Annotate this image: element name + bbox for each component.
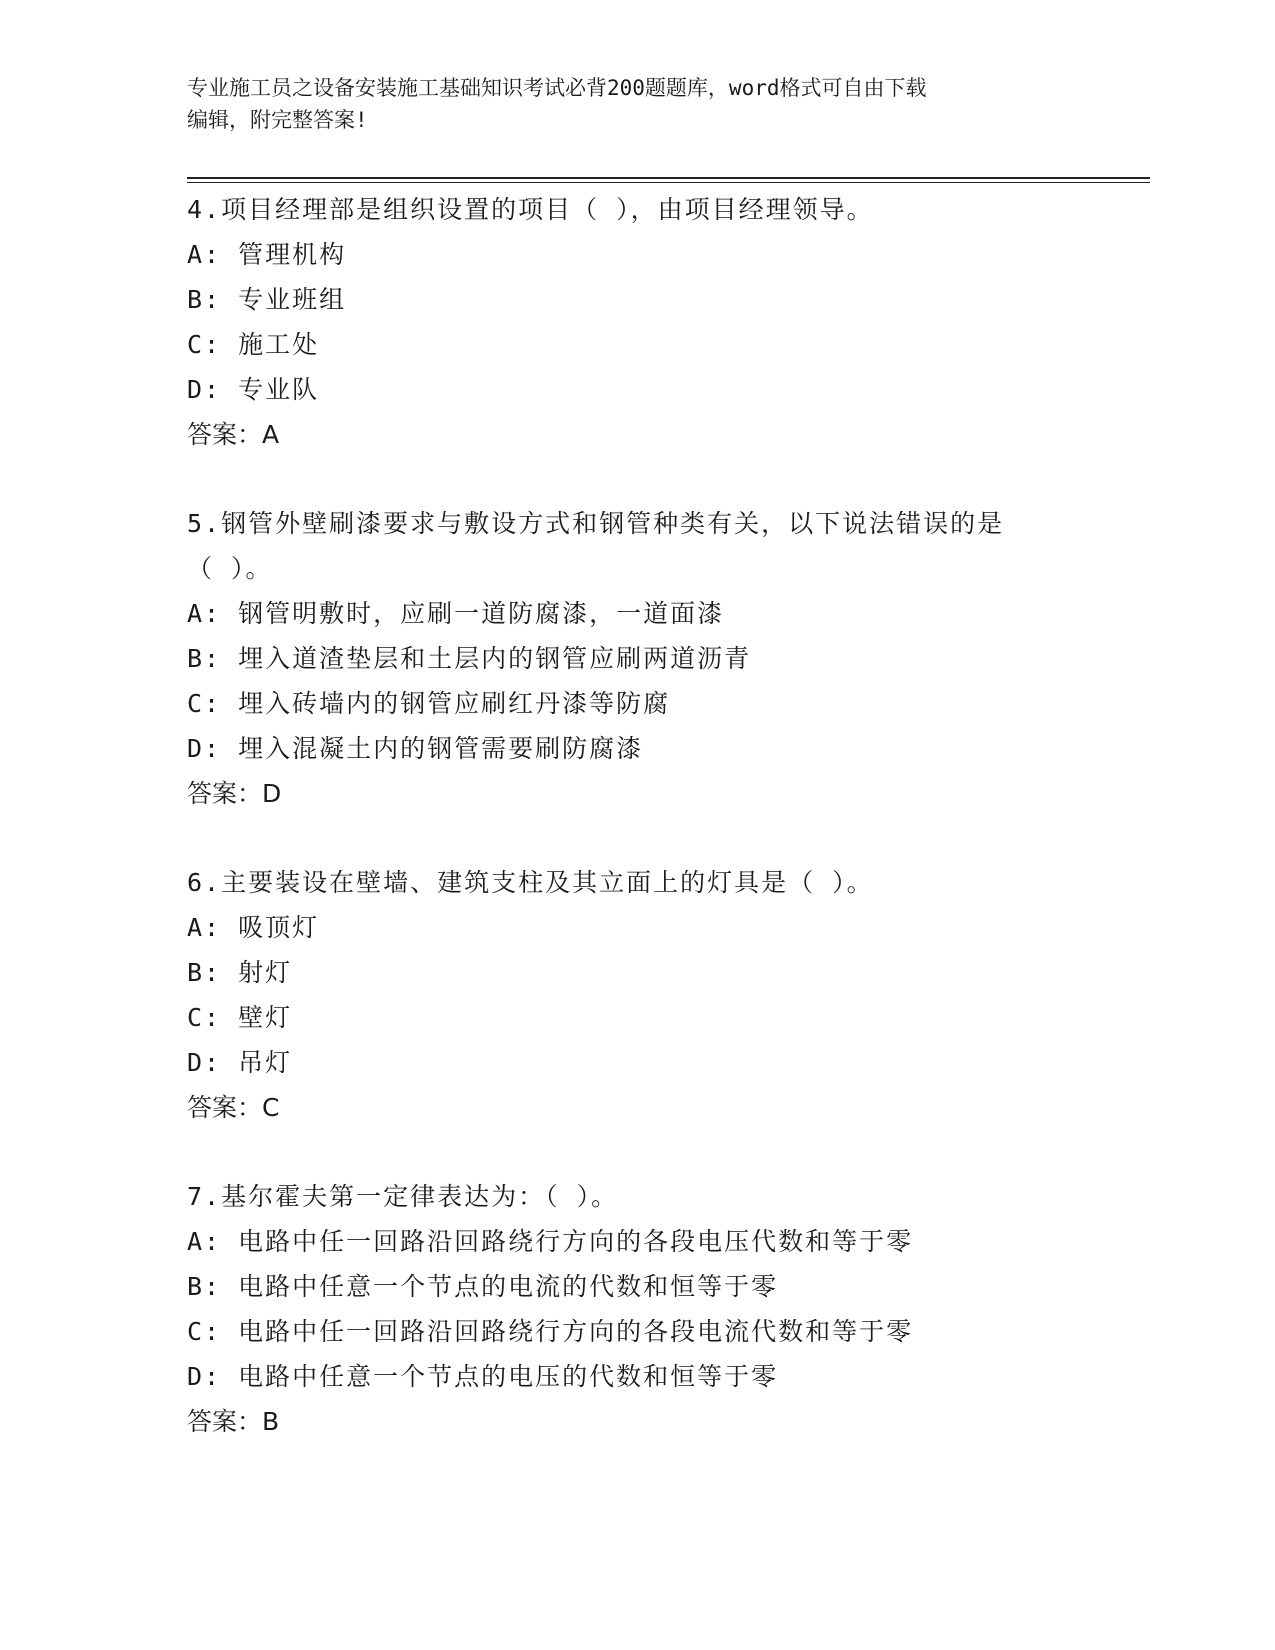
option-d: D: 专业队	[187, 375, 320, 404]
question-4	[187, 187, 1087, 457]
header-line-2: 编辑，附完整答案!	[187, 108, 368, 132]
option-a: A: 吸顶灯	[187, 913, 320, 942]
question-stem: 5.钢管外壁刷漆要求与敷设方式和钢管种类有关，以下说法错误的是	[187, 509, 1005, 538]
option-c: C: 施工处	[187, 330, 320, 359]
option-a: A: 电路中任一回路沿回路绕行方向的各段电压代数和等于零	[187, 1227, 914, 1256]
question-stem: 4.项目经理部是组织设置的项目（ ），由项目经理领导。	[187, 195, 874, 224]
question-5	[187, 501, 1087, 816]
header-line-1: 专业施工员之设备安装施工基础知识考试必背200题题库，word格式可自由下载	[187, 76, 927, 100]
answer: 答案：D	[187, 779, 282, 808]
document-header	[187, 72, 1087, 136]
option-b: B: 埋入道渣垫层和土层内的钢管应刷两道沥青	[187, 644, 752, 673]
option-a: A: 钢管明敷时，应刷一道防腐漆，一道面漆	[187, 599, 725, 628]
option-a: A: 管理机构	[187, 240, 347, 269]
option-b: B: 专业班组	[187, 285, 347, 314]
option-d: D: 电路中任意一个节点的电压的代数和恒等于零	[187, 1362, 779, 1391]
option-c: C: 壁灯	[187, 1003, 293, 1032]
question-7	[187, 1174, 1087, 1444]
answer: 答案：C	[187, 1093, 280, 1122]
option-b: B: 射灯	[187, 958, 293, 987]
option-c: C: 电路中任一回路沿回路绕行方向的各段电流代数和等于零	[187, 1317, 914, 1346]
question-stem: 7.基尔霍夫第一定律表达为：（ ）。	[187, 1182, 619, 1211]
question-6	[187, 860, 1087, 1130]
answer: 答案：B	[187, 1407, 280, 1436]
option-d: D: 吊灯	[187, 1048, 293, 1077]
question-stem-continued: （ ）。	[187, 554, 273, 583]
question-list	[187, 187, 1087, 1488]
option-c: C: 埋入砖墙内的钢管应刷红丹漆等防腐	[187, 689, 671, 718]
option-d: D: 埋入混凝土内的钢管需要刷防腐漆	[187, 734, 644, 763]
question-stem: 6.主要装设在壁墙、建筑支柱及其立面上的灯具是（ ）。	[187, 868, 874, 897]
answer: 答案：A	[187, 420, 280, 449]
option-b: B: 电路中任意一个节点的电流的代数和恒等于零	[187, 1272, 779, 1301]
header-divider	[187, 177, 1150, 183]
